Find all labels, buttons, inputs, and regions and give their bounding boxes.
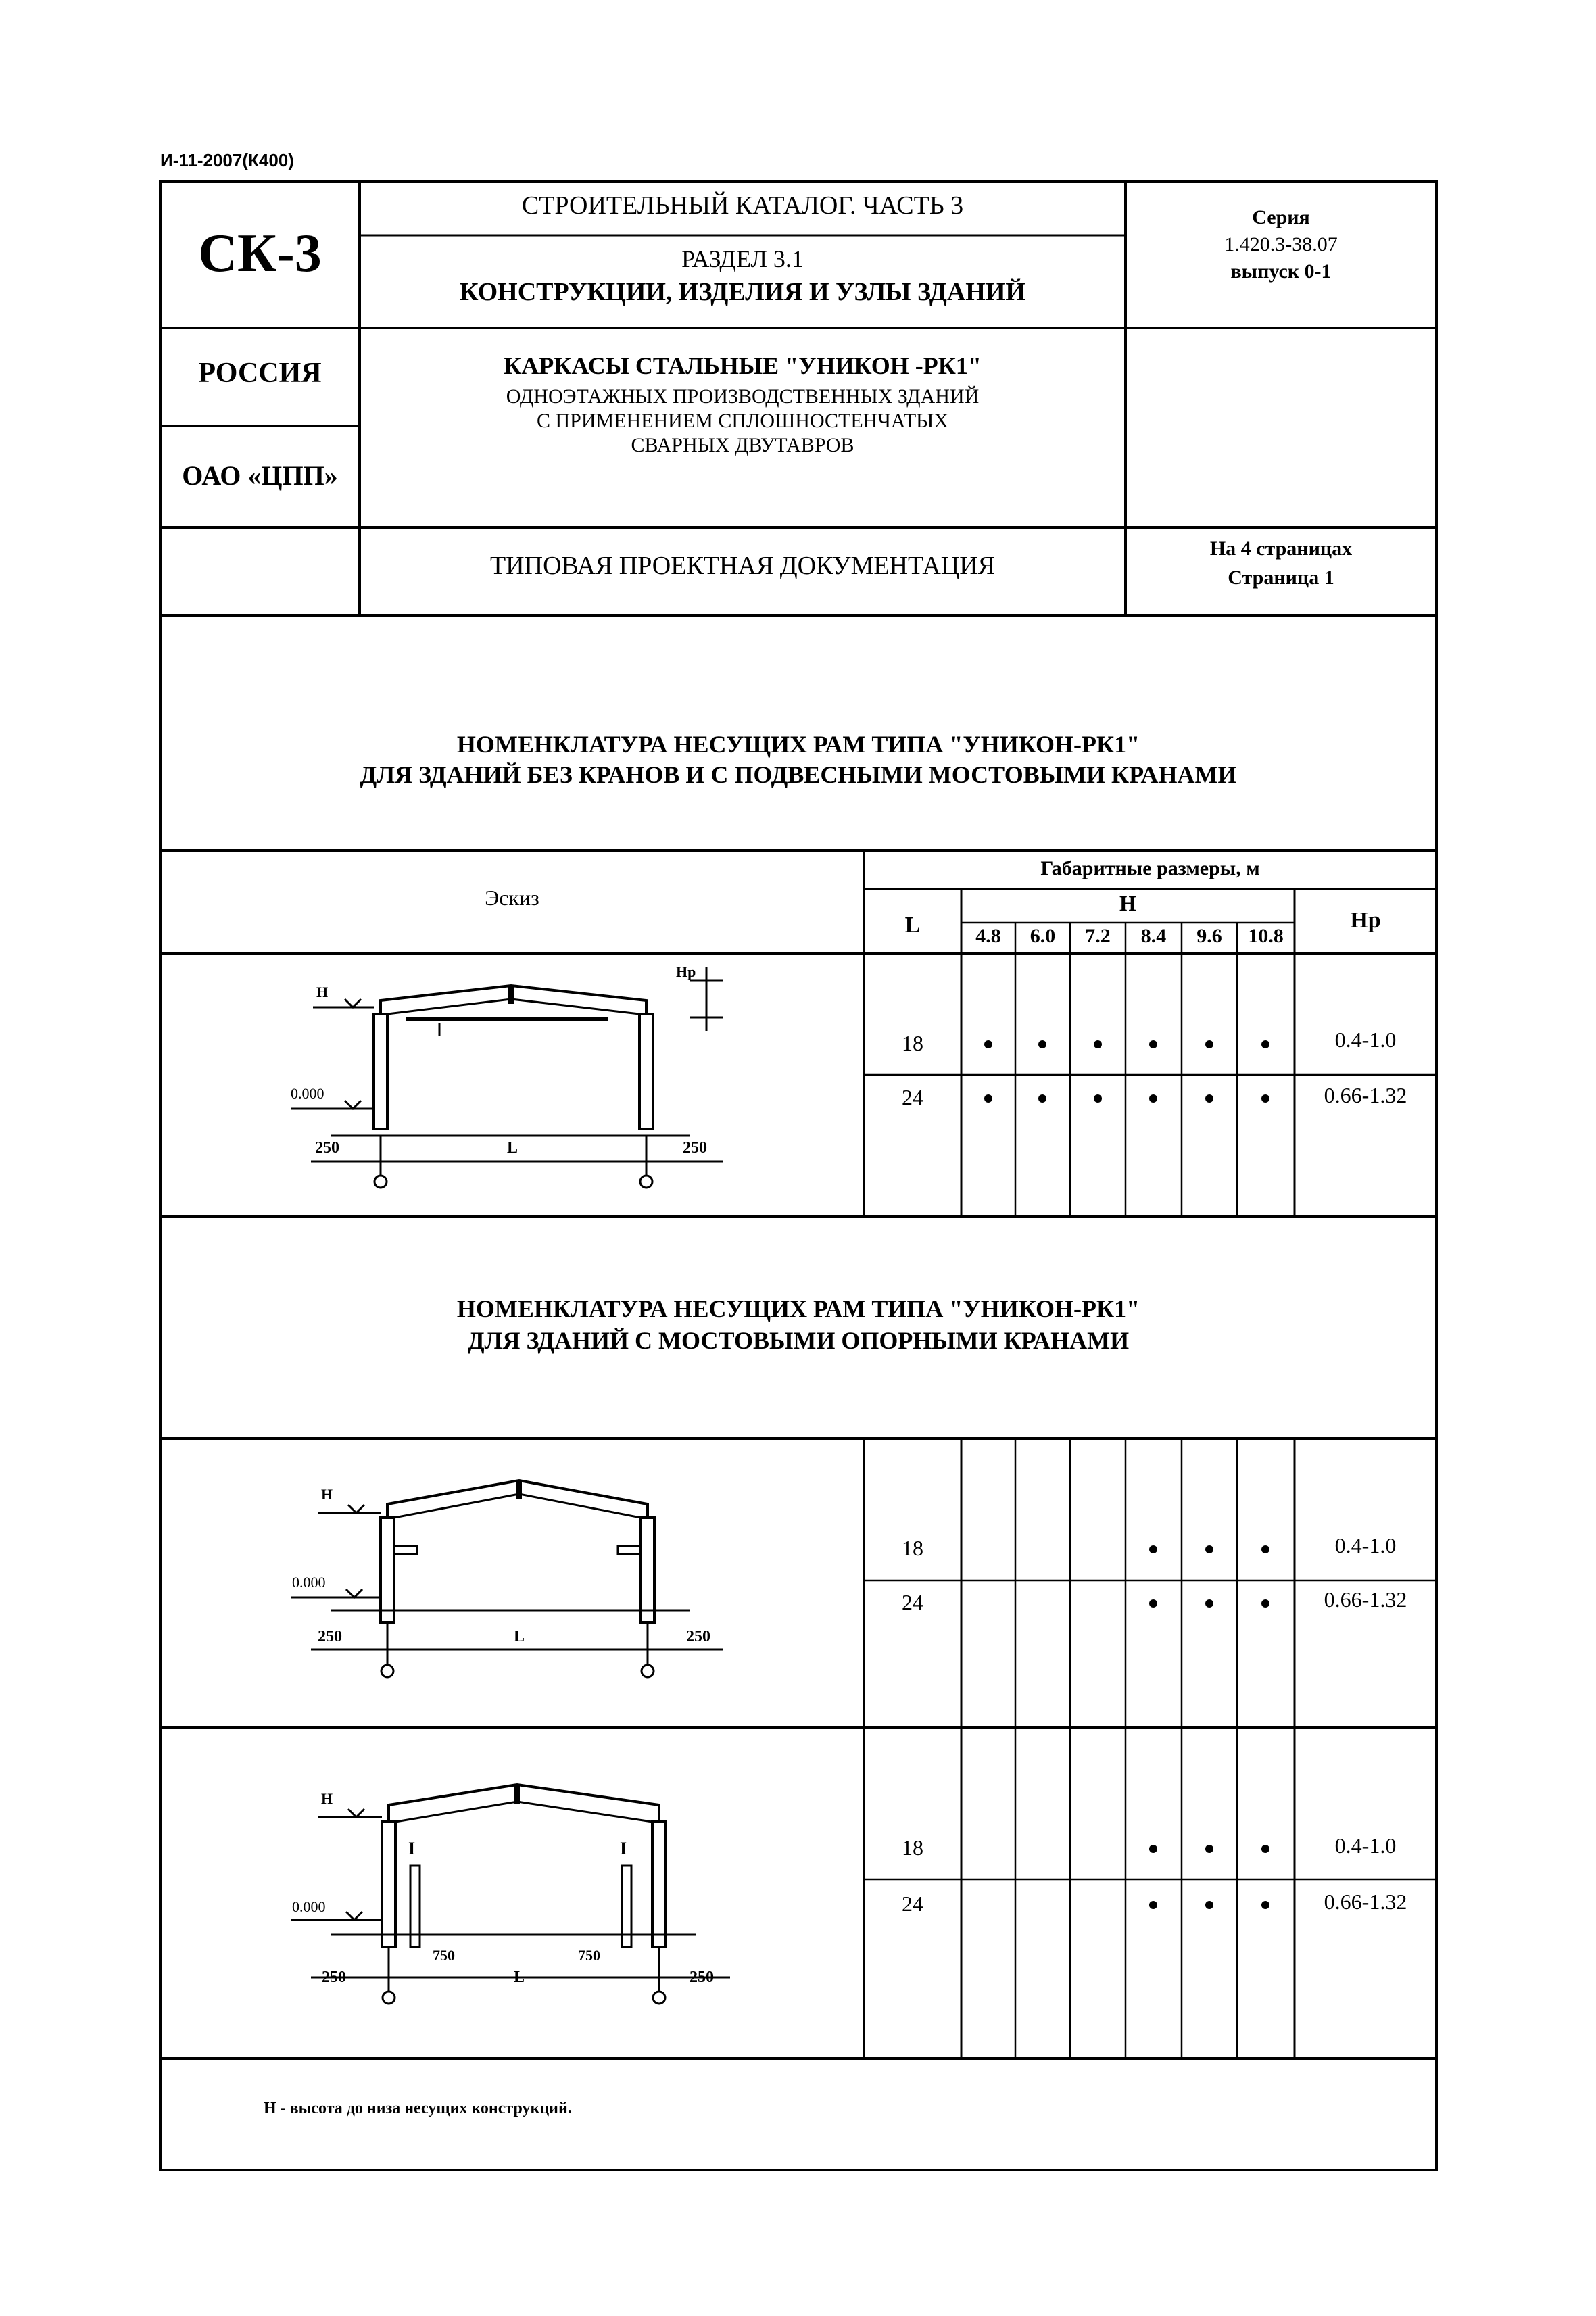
sketch3-H-label: H	[321, 1790, 333, 1807]
section2-title-line1: НОМЕНКЛАТУРА НЕСУЩИХ РАМ ТИПА "УНИКОН-РК1"	[456, 1295, 1140, 1322]
availability-dot	[1038, 1094, 1046, 1103]
availability-dot	[1149, 1845, 1157, 1853]
L-header: L	[904, 913, 921, 938]
section-number: РАЗДЕЛ 3.1	[681, 245, 804, 272]
availability-dot	[1261, 1040, 1269, 1048]
country: РОССИЯ	[198, 358, 322, 389]
Hp-header: Hp	[1350, 908, 1381, 933]
pages-total: На 4 страницах	[1209, 537, 1353, 560]
availability-dot	[1261, 1901, 1269, 1909]
section1-title-line1: НОМЕНКЛАТУРА НЕСУЩИХ РАМ ТИПА "УНИКОН-РК1"	[456, 731, 1140, 758]
sketch1-right-offset: 250	[683, 1139, 707, 1157]
section-name: КОНСТРУКЦИИ, ИЗДЕЛИЯ И УЗЛЫ ЗДАНИЙ	[460, 278, 1025, 306]
sketch3-span-label: L	[514, 1969, 525, 1986]
h-value-4: 8.4	[1140, 925, 1167, 947]
sketch2-span-label: L	[514, 1628, 525, 1645]
availability-dot	[984, 1094, 992, 1103]
availability-dot	[1261, 1094, 1269, 1103]
sketch1-Hp-label: Hp	[676, 963, 696, 980]
sketch3-zero-label: 0.000	[292, 1898, 326, 1915]
sketch-header: Эскиз	[485, 886, 539, 910]
row4-L: 24	[902, 1590, 923, 1614]
row6-L: 24	[902, 1891, 923, 1916]
availability-dot	[1149, 1599, 1157, 1608]
row4-Hp: 0.66-1.32	[1324, 1587, 1407, 1612]
row2-Hp: 0.66-1.32	[1324, 1083, 1407, 1107]
organization: ОАО «ЦПП»	[182, 460, 338, 491]
series-label: Серия	[1252, 206, 1310, 228]
row1-L: 18	[902, 1031, 923, 1055]
availability-dot	[1149, 1545, 1157, 1553]
availability-dot	[1094, 1094, 1102, 1103]
sketch3-right-crane-offset: 750	[578, 1947, 600, 1964]
document-id: И-11-2007(К400)	[160, 150, 294, 170]
section2-title-line2: ДЛЯ ЗДАНИЙ С МОСТОВЫМИ ОПОРНЫМИ КРАНАМИ	[467, 1327, 1130, 1354]
row3-L: 18	[902, 1536, 923, 1560]
sketch3-left-crane-I: I	[408, 1839, 416, 1858]
row1-Hp: 0.4-1.0	[1334, 1028, 1397, 1052]
availability-dot	[1149, 1040, 1157, 1048]
section1-title-line2: ДЛЯ ЗДАНИЙ БЕЗ КРАНОВ И С ПОДВЕСНЫМИ МОСТОВЫМИ КРАНАМИ	[360, 761, 1237, 788]
row5-L: 18	[902, 1835, 923, 1860]
availability-dot	[1261, 1599, 1269, 1608]
frame-sketch-2	[291, 1480, 723, 1677]
h-value-3: 7.2	[1085, 925, 1111, 947]
sketch2-right-offset: 250	[686, 1628, 710, 1645]
h-value-6: 10.8	[1248, 925, 1284, 947]
series-number: 1.420.3-38.07	[1224, 233, 1338, 256]
footnote: H - высота до низа несущих конструкций.	[264, 2100, 572, 2117]
availability-dot	[1038, 1040, 1046, 1048]
sketch1-span-label: L	[507, 1139, 518, 1157]
document-type: ТИПОВАЯ ПРОЕКТНАЯ ДОКУМЕНТАЦИЯ	[489, 552, 996, 580]
row6-Hp: 0.66-1.32	[1324, 1889, 1407, 1914]
catalog-code: СК-3	[198, 224, 322, 283]
availability-dot	[984, 1040, 992, 1048]
series-issue: выпуск 0-1	[1230, 260, 1332, 283]
availability-dot	[1261, 1845, 1269, 1853]
frame-sketch-3	[291, 1785, 730, 2004]
H-header: H	[1119, 891, 1136, 915]
catalog-title: СТРОИТЕЛЬНЫЙ КАТАЛОГ. ЧАСТЬ 3	[521, 191, 964, 220]
sketch2-H-label: H	[321, 1486, 333, 1503]
sketch3-right-crane-I: I	[620, 1839, 627, 1858]
dimensions-header: Габаритные размеры, м	[1040, 857, 1260, 879]
availability-dot	[1149, 1094, 1157, 1103]
sketch2-zero-label: 0.000	[292, 1574, 326, 1591]
availability-dot	[1205, 1845, 1213, 1853]
sketch1-left-offset: 250	[315, 1139, 339, 1157]
sketch1-zero-label: 0.000	[291, 1085, 324, 1102]
product-title: КАРКАСЫ СТАЛЬНЫЕ "УНИКОН -РК1"	[504, 352, 982, 379]
h-value-1: 4.8	[975, 925, 1001, 947]
availability-dot	[1205, 1094, 1213, 1103]
product-subtitle-3: СВАРНЫХ ДВУТАВРОВ	[631, 434, 854, 456]
row5-Hp: 0.4-1.0	[1334, 1833, 1397, 1858]
availability-dot	[1094, 1040, 1102, 1048]
sketch3-left-crane-offset: 750	[433, 1947, 455, 1964]
availability-dot	[1261, 1545, 1269, 1553]
h-value-2: 6.0	[1030, 925, 1056, 947]
product-subtitle-1: ОДНОЭТАЖНЫХ ПРОИЗВОДСТВЕННЫХ ЗДАНИЙ	[506, 385, 980, 408]
product-subtitle-2: С ПРИМЕНЕНИЕМ СПЛОШНОСТЕНЧАТЫХ	[537, 410, 948, 432]
availability-dot	[1205, 1040, 1213, 1048]
availability-dot	[1149, 1901, 1157, 1909]
h-value-5: 9.6	[1196, 925, 1222, 947]
sketch3-left-offset: 250	[322, 1969, 346, 1986]
availability-dot	[1205, 1599, 1213, 1608]
sketch1-H-label: H	[316, 984, 329, 1000]
availability-dot	[1205, 1545, 1213, 1553]
row3-Hp: 0.4-1.0	[1334, 1533, 1397, 1558]
sketch3-right-offset: 250	[690, 1969, 714, 1986]
page-current: Страница 1	[1228, 566, 1334, 589]
row2-L: 24	[902, 1085, 923, 1109]
availability-dot	[1205, 1901, 1213, 1909]
sketch2-left-offset: 250	[318, 1628, 342, 1645]
